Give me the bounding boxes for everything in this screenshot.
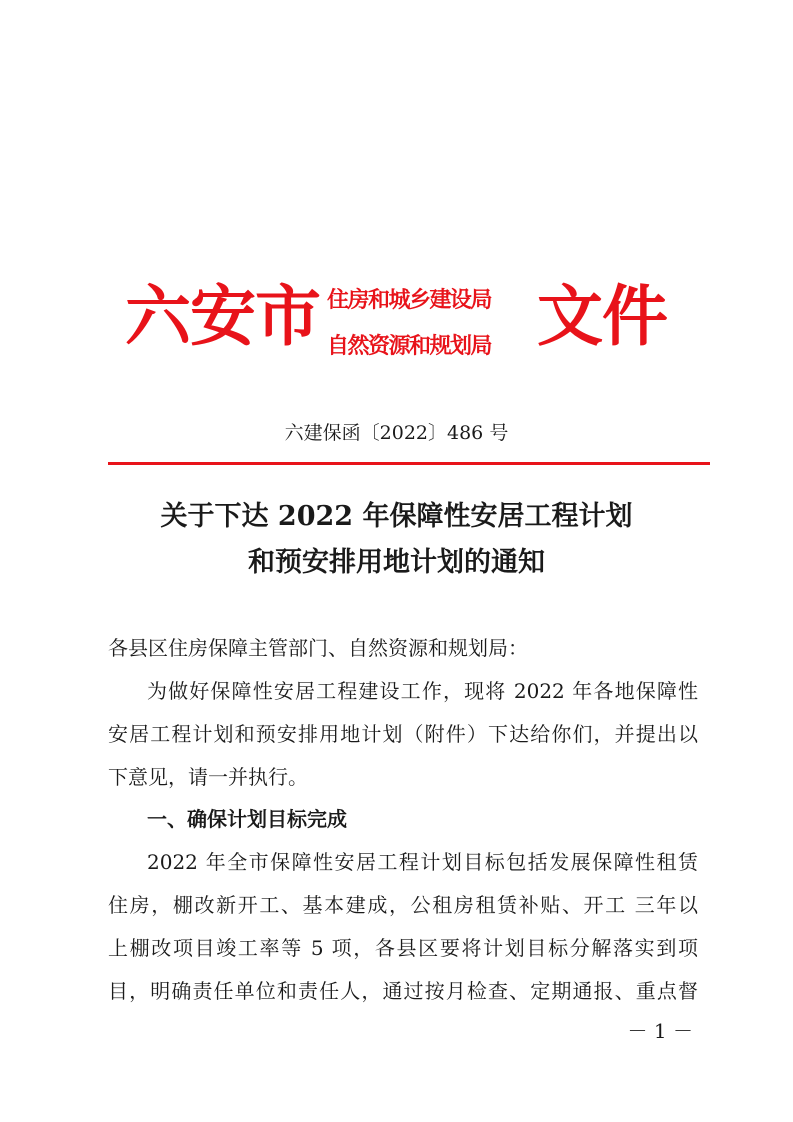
masthead-doc-word: 文件 xyxy=(537,278,667,355)
para1-line3: 下意见，请一并执行。 xyxy=(108,765,308,789)
title-line2: 和预安排用地计划的通知 xyxy=(248,547,545,578)
title-line1: 关于下达 2022 年保障性安居工程计划 xyxy=(160,501,633,532)
para2-line4: 目，明确责任单位和责任人，通过按月检查、定期通报、重点督 xyxy=(108,979,698,1003)
red-separator-line xyxy=(108,462,710,465)
document-number: 六建保函〔2022〕486 号 xyxy=(284,422,509,444)
masthead-org-line1: 住房和城乡建设局 xyxy=(327,288,492,313)
para1-line2: 安居工程计划和预安排用地计划（附件）下达给你们，并提出以 xyxy=(108,722,698,746)
masthead-org-line2: 自然资源和规划局 xyxy=(327,334,492,359)
section1-heading: 一、确保计划目标完成 xyxy=(147,807,347,831)
salutation: 各县区住房保障主管部门、自然资源和规划局： xyxy=(108,636,528,660)
masthead-city: 六安市 xyxy=(125,278,320,355)
page-number: － 1 － xyxy=(627,1019,693,1043)
para2-line1: 2022 年全市保障性安居工程计划目标包括发展保障性租赁 xyxy=(147,850,698,874)
para1-line1: 为做好保障性安居工程建设工作，现将 2022 年各地保障性 xyxy=(147,679,698,703)
para2-line2: 住房，棚改新开工、基本建成，公租房租赁补贴、开工 三年以 xyxy=(108,893,698,917)
para2-line3: 上棚改项目竣工率等 5 项，各县区要将计划目标分解落实到项 xyxy=(108,936,698,960)
